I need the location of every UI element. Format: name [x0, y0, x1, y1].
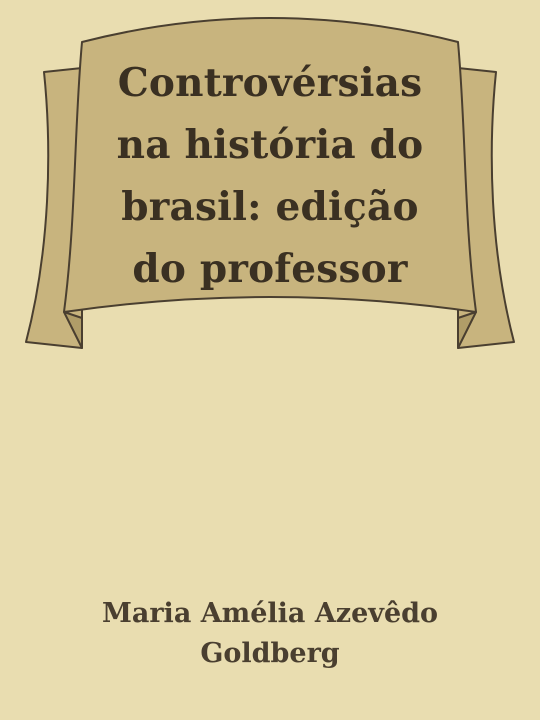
book-author: Maria Amélia Azevêdo Goldberg [101, 598, 439, 669]
book-title: Controvérsias na história do brasil: edição do professor [116, 60, 424, 292]
